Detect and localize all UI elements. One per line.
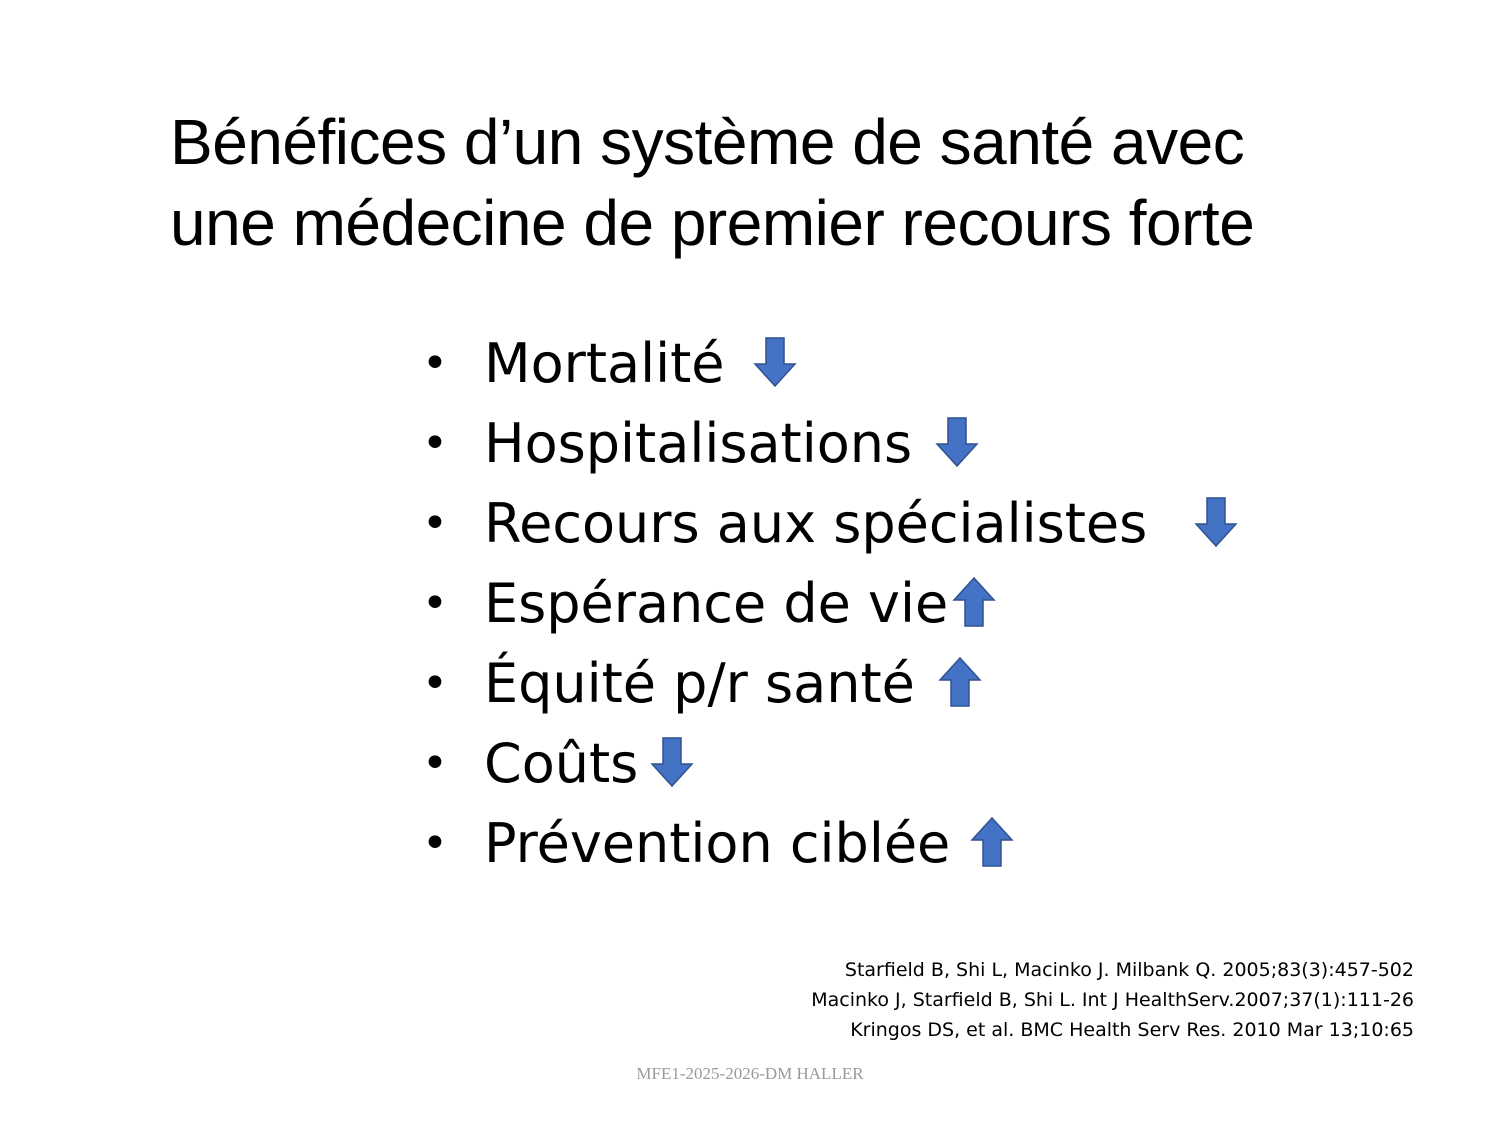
bullet-dot: • <box>422 418 448 469</box>
arrow-up-icon <box>952 576 996 628</box>
arrow-up-icon <box>970 816 1014 868</box>
reference-line: Kringos DS, et al. BMC Health Serv Res. 2010 Mar 13;10:65 <box>850 1019 1414 1041</box>
reference-line: Macinko J, Starfield B, Shi L. Int J HealthServ.2007;37(1):111-26 <box>811 989 1414 1011</box>
arrow-down-icon <box>753 336 797 388</box>
bullet-text: Coûts <box>484 732 639 795</box>
title-line-2: une médecine de premier recours forte <box>170 187 1255 259</box>
bullet-text: Hospitalisations <box>484 412 913 475</box>
bullet-text: Recours aux spécialistes <box>484 492 1148 555</box>
arrow-down-icon <box>650 736 694 788</box>
title-line-1: Bénéfices d’un système de santé avec <box>170 106 1245 178</box>
slide-title <box>170 102 1420 264</box>
bullet-text: Équité p/r santé <box>484 652 915 715</box>
bullet-dot: • <box>422 498 448 549</box>
bullet-dot: • <box>422 658 448 709</box>
arrow-down-icon <box>935 416 979 468</box>
bullet-dot: • <box>422 738 448 789</box>
bullet-text: Mortalité <box>484 332 725 395</box>
bullet-text: Espérance de vie <box>484 572 949 635</box>
slide-footer: MFE1-2025-2026-DM HALLER <box>636 1064 864 1083</box>
arrow-up-icon <box>938 656 982 708</box>
bullet-dot: • <box>422 578 448 629</box>
references <box>811 955 1414 1045</box>
bullet-dot: • <box>422 338 448 389</box>
arrow-down-icon <box>1194 496 1238 548</box>
bullet-text: Prévention ciblée <box>484 812 951 875</box>
reference-line: Starfield B, Shi L, Macinko J. Milbank Q. 2005;83(3):457-502 <box>844 959 1414 981</box>
bullet-dot: • <box>422 818 448 869</box>
